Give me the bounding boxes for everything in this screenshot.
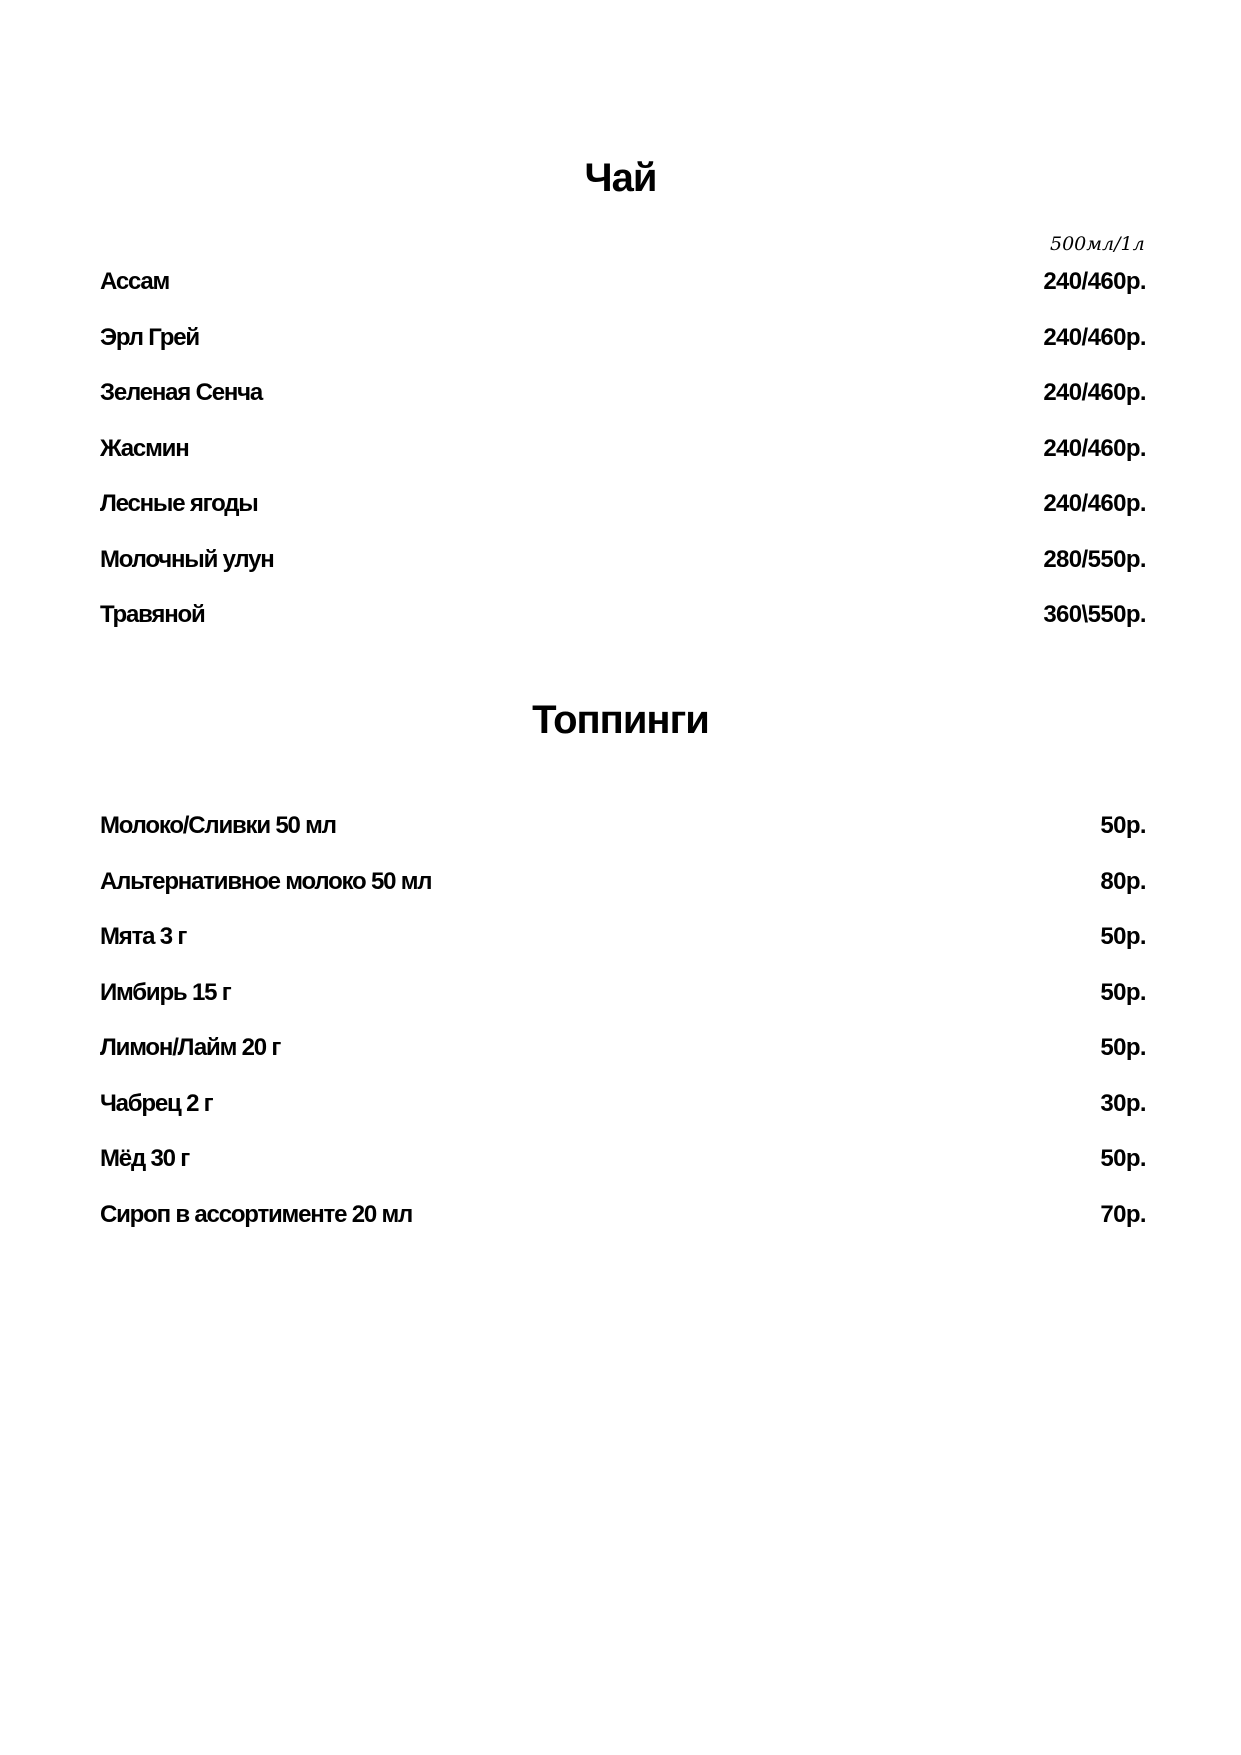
topping-item-name: Чабрец 2 г [100,1089,213,1117]
topping-item-price: 80р. [1100,867,1146,895]
topping-item-name: Мёд 30 г [100,1145,190,1172]
tea-item-name: Зеленая Сенча [100,379,263,406]
tea-item [100,597,1146,653]
tea-item [100,264,1146,320]
toppings-list [100,808,1146,1252]
topping-item-name: Лимон/Лайм 20 г [100,1034,281,1061]
tea-item [100,375,1146,431]
topping-item [100,1197,1146,1253]
tea-item [100,320,1146,376]
tea-item-name: Жасмин [100,434,189,462]
topping-item-name: Молоко/Сливки 50 мл [100,812,336,839]
topping-item-name: Сироп в ассортименте 20 мл [100,1200,413,1228]
topping-item-name: Мята 3 г [100,923,187,950]
toppings-section-title: Топпинги [532,698,709,742]
topping-item-price: 50р. [1100,1145,1146,1172]
tea-item-name: Лесные ягоды [100,490,258,517]
topping-item-name: Имбирь 15 г [100,978,231,1006]
tea-item-name: Молочный улун [100,545,274,573]
topping-item [100,808,1146,864]
tea-section-title: Чай [584,156,657,200]
topping-item [100,1030,1146,1086]
tea-item [100,431,1146,487]
tea-item [100,486,1146,542]
tea-item [100,542,1146,598]
tea-item-price: 280/550р. [1043,545,1146,573]
tea-item-price: 240/460р. [1043,379,1146,406]
topping-item-name: Альтернативное молоко 50 мл [100,867,432,895]
topping-item-price: 50р. [1100,978,1146,1006]
tea-item-name: Эрл Грей [100,323,199,351]
topping-item [100,975,1146,1031]
tea-item-name: Травяной [100,601,205,628]
tea-item-name: Ассам [100,268,170,295]
topping-item [100,919,1146,975]
tea-item-price: 240/460р. [1043,490,1146,517]
tea-item-price: 240/460р. [1043,434,1146,462]
topping-item-price: 70р. [1100,1200,1146,1228]
topping-item-price: 30р. [1100,1089,1146,1117]
tea-item-price: 240/460р. [1043,268,1146,295]
topping-item [100,1141,1146,1197]
topping-item-price: 50р. [1100,812,1146,839]
tea-item-price: 240/460р. [1043,323,1146,351]
tea-list [100,264,1146,653]
topping-item-price: 50р. [1100,1034,1146,1061]
topping-item [100,1086,1146,1142]
topping-item [100,864,1146,920]
tea-size-note: 500мл/1л [1050,233,1145,255]
topping-item-price: 50р. [1100,923,1146,950]
tea-item-price: 360\550р. [1043,601,1146,628]
